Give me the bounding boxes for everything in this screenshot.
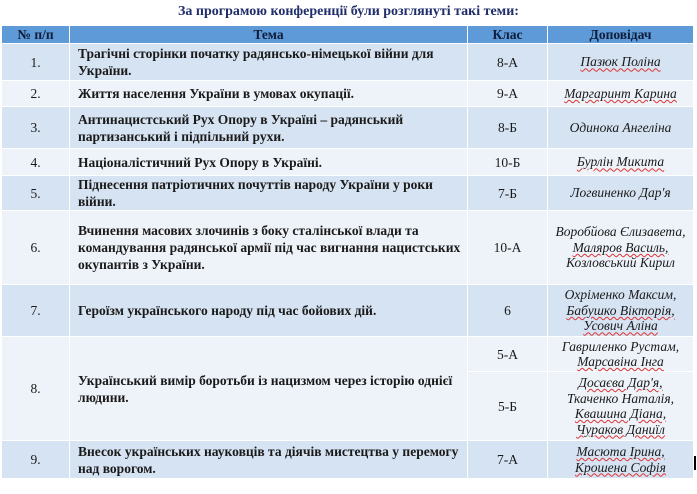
row-class: 5-Б bbox=[468, 372, 548, 441]
row-num: 9. bbox=[2, 441, 70, 479]
row-class: 5-А bbox=[468, 337, 548, 372]
row-num: 1. bbox=[2, 44, 70, 81]
row-speaker bbox=[548, 372, 694, 441]
speaker-name: Гавриленко Рустам, bbox=[561, 338, 680, 354]
row-class: 10-Б bbox=[468, 149, 548, 176]
speaker-name: Воробйова Єлизавета, bbox=[555, 224, 686, 240]
speaker-name: Логвиненко Дар'я bbox=[570, 185, 671, 201]
speaker-name: Чураков Даниїл bbox=[576, 421, 665, 437]
speaker-name: Маргаринт Карина bbox=[564, 85, 677, 101]
row-topic: Піднесення патріотичних почуттів народу України у роки війни. bbox=[70, 176, 468, 211]
speaker-name: Квашина Діана, bbox=[574, 406, 667, 421]
row-class: 8-Б bbox=[468, 107, 548, 149]
row-num: 3. bbox=[2, 107, 70, 149]
table-header-row bbox=[2, 26, 694, 44]
header-speaker: Доповідач bbox=[548, 26, 694, 44]
row-speaker bbox=[548, 337, 694, 372]
row-topic: Трагічні сторінки початку радянсько-німецької війни для України. bbox=[70, 44, 468, 81]
row-speaker bbox=[548, 81, 694, 107]
row-class: 7-А bbox=[468, 441, 548, 479]
row-num: 8. bbox=[2, 337, 70, 441]
row-num: 6. bbox=[2, 211, 70, 285]
table-row bbox=[2, 176, 694, 211]
row-num: 4. bbox=[2, 149, 70, 176]
table-row bbox=[2, 441, 694, 479]
row-topic: Вчинення масових злочинів з боку сталінської влади та командування радянської армії під час вигнання нацистських окупантів з України. bbox=[70, 211, 468, 285]
speaker-name: Крошена Софія bbox=[575, 459, 666, 475]
speaker-name: Марсавіна Інга bbox=[577, 354, 664, 369]
speaker-name: Досаєва Дар'я, bbox=[578, 375, 663, 390]
speaker-name: Бурлін Микита bbox=[576, 154, 665, 170]
table-row bbox=[2, 107, 694, 149]
row-topic: Героїзм українського народу під час бойових дій. bbox=[70, 285, 468, 337]
row-num: 2. bbox=[2, 81, 70, 107]
table-row bbox=[2, 285, 694, 337]
header-topic: Тема bbox=[70, 26, 468, 44]
speaker-name: Охріменко Максим, bbox=[564, 287, 677, 303]
row-class: 7-Б bbox=[468, 176, 548, 211]
row-speaker bbox=[548, 211, 694, 285]
row-class: 9-А bbox=[468, 81, 548, 107]
table-row bbox=[2, 211, 694, 285]
row-topic: Внесок українських науковців та діячів мистецтва у перемогу над ворогом. bbox=[70, 441, 468, 479]
table-row bbox=[2, 149, 694, 176]
speaker-name: Бабушко Вікторія, bbox=[566, 302, 675, 318]
row-topic: Український вимір боротьби із нацизмом через історію однієї людини. bbox=[70, 337, 468, 441]
row-speaker bbox=[548, 149, 694, 176]
row-speaker bbox=[548, 176, 694, 211]
speaker-name: Маляров Василь, bbox=[572, 239, 669, 255]
table-row bbox=[2, 44, 694, 81]
text-cursor bbox=[694, 456, 696, 470]
speaker-name: Усович Аліна bbox=[583, 318, 658, 334]
table-row bbox=[2, 337, 694, 372]
speaker-name: Козловський Кирил bbox=[566, 255, 675, 271]
row-num: 5. bbox=[2, 176, 70, 211]
row-class: 6 bbox=[468, 285, 548, 337]
row-speaker bbox=[548, 44, 694, 81]
row-speaker bbox=[548, 107, 694, 149]
row-class: 8-А bbox=[468, 44, 548, 81]
row-speaker bbox=[548, 441, 694, 479]
header-num: № п/п bbox=[2, 26, 70, 44]
conference-topics-table bbox=[1, 25, 694, 479]
header-class: Клас bbox=[468, 26, 548, 44]
row-topic: Життя населення України в умовах окупації. bbox=[70, 81, 468, 107]
page-caption: За програмою конференції були розглянуті такі теми: bbox=[178, 4, 519, 19]
speaker-name: Пазюк Поліна bbox=[580, 54, 661, 70]
row-topic: Антинацистський Рух Опору в Україні – радянський партизанський і підпільний рухи. bbox=[70, 107, 468, 149]
row-class: 10-А bbox=[468, 211, 548, 285]
row-speaker bbox=[548, 285, 694, 337]
row-num: 7. bbox=[2, 285, 70, 337]
speaker-name: Масюта Ірина, bbox=[576, 444, 665, 459]
speaker-name: Одинока Ангеліна bbox=[569, 119, 672, 135]
row-topic: Націоналістичний Рух Опору в Україні. bbox=[70, 149, 468, 176]
table-row bbox=[2, 81, 694, 107]
speaker-name: Ткаченко Наталія, bbox=[566, 390, 675, 406]
